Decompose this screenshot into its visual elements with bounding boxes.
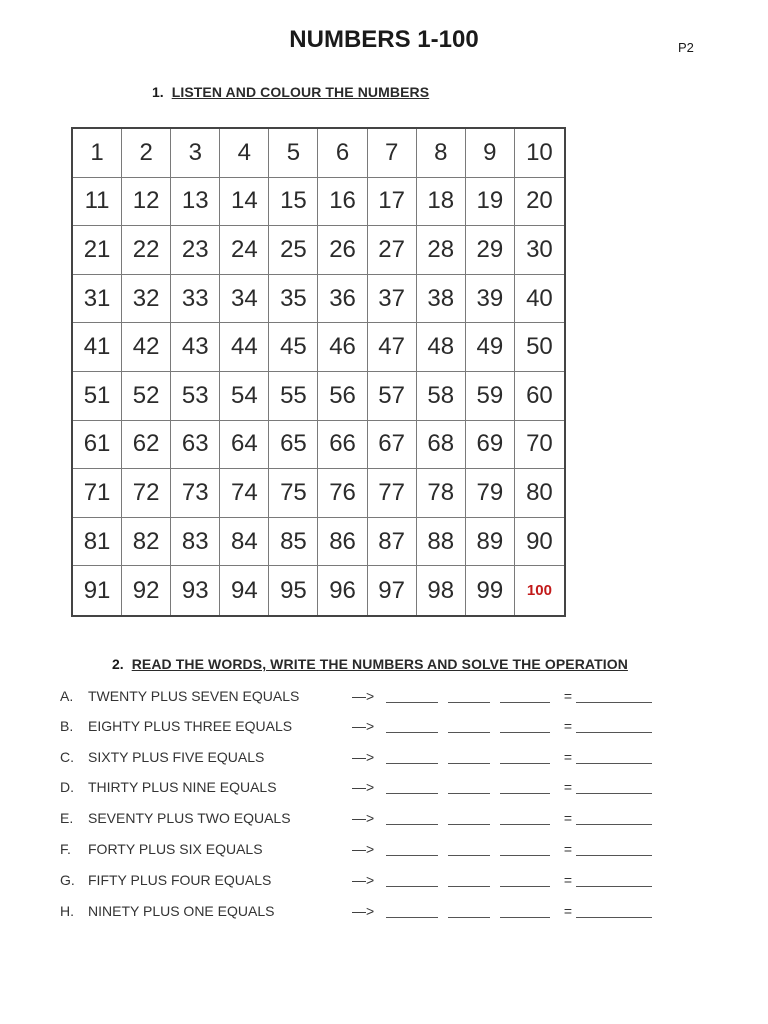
page-label: P2 — [678, 40, 694, 55]
answer-blank-first-number[interactable] — [386, 874, 438, 887]
number-cell[interactable]: 93 — [171, 566, 220, 615]
number-cell[interactable]: 21 — [73, 226, 122, 275]
answer-blank-result[interactable] — [576, 751, 652, 764]
number-cell[interactable]: 76 — [318, 469, 367, 518]
equals-sign: = — [563, 810, 573, 826]
number-cell[interactable]: 92 — [122, 566, 171, 615]
number-cell[interactable]: 45 — [269, 323, 318, 372]
number-cell[interactable]: 81 — [73, 518, 122, 567]
number-cell[interactable]: 65 — [269, 421, 318, 470]
section-1-heading: LISTEN AND COLOUR THE NUMBERS — [171, 84, 430, 100]
number-cell[interactable]: 44 — [220, 323, 269, 372]
answer-blank-result[interactable] — [576, 720, 652, 733]
exercise-text: FORTY PLUS SIX EQUALS — [88, 841, 263, 857]
number-cell[interactable]: 70 — [515, 421, 564, 470]
number-cell[interactable]: 54 — [220, 372, 269, 421]
number-cell[interactable]: 14 — [220, 178, 269, 227]
exercise-letter: H. — [60, 903, 74, 919]
exercise-row — [60, 807, 660, 829]
exercise-letter: G. — [60, 872, 75, 888]
number-cell[interactable]: 13 — [171, 178, 220, 227]
number-cell[interactable]: 24 — [220, 226, 269, 275]
equals-sign: = — [563, 872, 573, 888]
page-title: NUMBERS 1-100 — [289, 26, 479, 53]
number-cell[interactable]: 82 — [122, 518, 171, 567]
exercise-row — [60, 838, 660, 860]
section-1-header — [152, 84, 429, 100]
answer-blank-second-number[interactable] — [500, 905, 550, 918]
equals-sign: = — [563, 718, 573, 734]
number-cell[interactable]: 48 — [417, 323, 466, 372]
section-2-heading: READ THE WORDS, WRITE THE NUMBERS AND SOLVE THE OPERATION — [131, 656, 628, 672]
number-cell[interactable]: 9 — [466, 129, 515, 178]
number-cell[interactable]: 87 — [368, 518, 417, 567]
number-cell[interactable]: 17 — [368, 178, 417, 227]
number-cell[interactable]: 78 — [417, 469, 466, 518]
number-cell[interactable]: 18 — [417, 178, 466, 227]
exercise-text: THIRTY PLUS NINE EQUALS — [88, 779, 277, 795]
answer-blank-operator[interactable] — [448, 720, 490, 733]
arrow-icon: —> — [352, 688, 375, 704]
number-cell[interactable]: 47 — [368, 323, 417, 372]
number-cell[interactable]: 28 — [417, 226, 466, 275]
number-cell[interactable]: 42 — [122, 323, 171, 372]
answer-blank-operator[interactable] — [448, 874, 490, 887]
answer-blank-second-number[interactable] — [500, 781, 550, 794]
number-cell[interactable]: 71 — [73, 469, 122, 518]
exercise-row — [60, 776, 660, 798]
exercise-text: TWENTY PLUS SEVEN EQUALS — [88, 688, 300, 704]
number-cell[interactable]: 40 — [515, 275, 564, 324]
answer-blank-second-number[interactable] — [500, 843, 550, 856]
number-cell[interactable]: 39 — [466, 275, 515, 324]
number-cell[interactable]: 4 — [220, 129, 269, 178]
number-cell[interactable]: 29 — [466, 226, 515, 275]
number-cell[interactable]: 68 — [417, 421, 466, 470]
answer-blank-second-number[interactable] — [500, 720, 550, 733]
number-cell[interactable]: 56 — [318, 372, 367, 421]
equals-sign: = — [563, 749, 573, 765]
number-cell[interactable]: 97 — [368, 566, 417, 615]
number-cell[interactable]: 63 — [171, 421, 220, 470]
number-cell[interactable]: 83 — [171, 518, 220, 567]
number-cell[interactable]: 33 — [171, 275, 220, 324]
number-cell[interactable]: 41 — [73, 323, 122, 372]
answer-blank-second-number[interactable] — [500, 690, 550, 703]
number-cell[interactable]: 94 — [220, 566, 269, 615]
answer-blank-first-number[interactable] — [386, 751, 438, 764]
answer-blank-result[interactable] — [576, 874, 652, 887]
number-cell[interactable]: 8 — [417, 129, 466, 178]
number-cell[interactable]: 96 — [318, 566, 367, 615]
number-cell[interactable]: 36 — [318, 275, 367, 324]
answer-blank-result[interactable] — [576, 812, 652, 825]
exercise-text: NINETY PLUS ONE EQUALS — [88, 903, 275, 919]
answer-blank-result[interactable] — [576, 843, 652, 856]
equals-sign: = — [563, 688, 573, 704]
exercise-text: SEVENTY PLUS TWO EQUALS — [88, 810, 291, 826]
answer-blank-operator[interactable] — [448, 843, 490, 856]
number-cell[interactable]: 95 — [269, 566, 318, 615]
number-cell[interactable]: 49 — [466, 323, 515, 372]
number-cell[interactable]: 55 — [269, 372, 318, 421]
answer-blank-operator[interactable] — [448, 690, 490, 703]
number-cell[interactable]: 16 — [318, 178, 367, 227]
answer-blank-operator[interactable] — [448, 751, 490, 764]
answer-blank-operator[interactable] — [448, 905, 490, 918]
number-cell[interactable]: 75 — [269, 469, 318, 518]
equals-sign: = — [563, 779, 573, 795]
exercise-row — [60, 900, 660, 922]
number-cell[interactable]: 2 — [122, 129, 171, 178]
number-cell[interactable]: 58 — [417, 372, 466, 421]
exercise-text: FIFTY PLUS FOUR EQUALS — [88, 872, 272, 888]
number-cell[interactable]: 38 — [417, 275, 466, 324]
number-cell[interactable]: 84 — [220, 518, 269, 567]
answer-blank-second-number[interactable] — [500, 751, 550, 764]
number-cell[interactable]: 98 — [417, 566, 466, 615]
exercise-letter: D. — [60, 779, 74, 795]
number-cell[interactable]: 61 — [73, 421, 122, 470]
number-cell[interactable]: 79 — [466, 469, 515, 518]
number-cell[interactable]: 35 — [269, 275, 318, 324]
number-cell[interactable]: 5 — [269, 129, 318, 178]
number-cell[interactable]: 67 — [368, 421, 417, 470]
arrow-icon: —> — [352, 749, 375, 765]
exercise-row — [60, 869, 660, 891]
exercise-letter: E. — [60, 810, 74, 826]
number-cell[interactable]: 90 — [515, 518, 564, 567]
equals-sign: = — [563, 841, 573, 857]
number-cell[interactable]: 11 — [73, 178, 122, 227]
number-cell[interactable]: 32 — [122, 275, 171, 324]
number-cell[interactable]: 23 — [171, 226, 220, 275]
exercise-text: EIGHTY PLUS THREE EQUALS — [88, 718, 293, 734]
exercise-letter: A. — [60, 688, 74, 704]
number-cell[interactable]: 99 — [466, 566, 515, 615]
number-cell[interactable]: 80 — [515, 469, 564, 518]
number-cell[interactable]: 6 — [318, 129, 367, 178]
exercise-text: SIXTY PLUS FIVE EQUALS — [88, 749, 265, 765]
answer-blank-second-number[interactable] — [500, 812, 550, 825]
number-cell[interactable]: 73 — [171, 469, 220, 518]
section-2-header — [112, 656, 628, 672]
answer-blank-first-number[interactable] — [386, 720, 438, 733]
number-cell[interactable]: 59 — [466, 372, 515, 421]
number-cell[interactable]: 22 — [122, 226, 171, 275]
arrow-icon: —> — [352, 841, 375, 857]
section-1-number: 1. — [152, 84, 164, 100]
number-cell[interactable]: 74 — [220, 469, 269, 518]
number-cell[interactable]: 53 — [171, 372, 220, 421]
number-cell[interactable]: 91 — [73, 566, 122, 615]
number-cell[interactable]: 25 — [269, 226, 318, 275]
number-cell[interactable]: 69 — [466, 421, 515, 470]
number-cell[interactable]: 20 — [515, 178, 564, 227]
arrow-icon: —> — [352, 872, 375, 888]
number-cell[interactable]: 77 — [368, 469, 417, 518]
number-cell[interactable]: 86 — [318, 518, 367, 567]
arrow-icon: —> — [352, 903, 375, 919]
number-cell[interactable]: 12 — [122, 178, 171, 227]
answer-blank-result[interactable] — [576, 905, 652, 918]
exercise-row — [60, 685, 660, 707]
number-cell[interactable]: 1 — [73, 129, 122, 178]
answer-blank-first-number[interactable] — [386, 690, 438, 703]
section-2-number: 2. — [112, 656, 124, 672]
answer-blank-result[interactable] — [576, 690, 652, 703]
hundred-chart-grid — [73, 129, 564, 615]
number-cell[interactable]: 100 — [526, 582, 552, 600]
number-cell[interactable]: 43 — [171, 323, 220, 372]
number-cell[interactable]: 51 — [73, 372, 122, 421]
number-cell[interactable]: 85 — [269, 518, 318, 567]
arrow-icon: —> — [352, 779, 375, 795]
exercise-row — [60, 746, 660, 768]
answer-blank-operator[interactable] — [448, 812, 490, 825]
hundred-chart — [71, 127, 566, 617]
answer-blank-first-number[interactable] — [386, 812, 438, 825]
number-cell[interactable]: 60 — [515, 372, 564, 421]
number-cell[interactable]: 7 — [368, 129, 417, 178]
answer-blank-first-number[interactable] — [386, 843, 438, 856]
number-cell[interactable]: 57 — [368, 372, 417, 421]
number-cell[interactable]: 37 — [368, 275, 417, 324]
answer-blank-result[interactable] — [576, 781, 652, 794]
number-cell[interactable]: 31 — [73, 275, 122, 324]
equals-sign: = — [563, 903, 573, 919]
exercise-letter: C. — [60, 749, 74, 765]
arrow-icon: —> — [352, 810, 375, 826]
arrow-icon: —> — [352, 718, 375, 734]
exercise-letter: F. — [60, 841, 71, 857]
number-cell[interactable]: 64 — [220, 421, 269, 470]
exercise-letter: B. — [60, 718, 74, 734]
number-cell[interactable]: 26 — [318, 226, 367, 275]
number-cell[interactable]: 66 — [318, 421, 367, 470]
answer-blank-second-number[interactable] — [500, 874, 550, 887]
number-cell[interactable]: 30 — [515, 226, 564, 275]
answer-blank-first-number[interactable] — [386, 781, 438, 794]
answer-blank-first-number[interactable] — [386, 905, 438, 918]
number-cell[interactable]: 88 — [417, 518, 466, 567]
number-cell[interactable]: 50 — [515, 323, 564, 372]
number-cell[interactable]: 62 — [122, 421, 171, 470]
number-cell[interactable]: 3 — [171, 129, 220, 178]
number-cell[interactable]: 27 — [368, 226, 417, 275]
number-cell[interactable]: 52 — [122, 372, 171, 421]
number-cell[interactable]: 19 — [466, 178, 515, 227]
exercise-row — [60, 715, 660, 737]
number-cell[interactable]: 34 — [220, 275, 269, 324]
answer-blank-operator[interactable] — [448, 781, 490, 794]
number-cell[interactable]: 72 — [122, 469, 171, 518]
number-cell[interactable]: 10 — [515, 129, 564, 178]
number-cell[interactable]: 15 — [269, 178, 318, 227]
number-cell[interactable]: 46 — [318, 323, 367, 372]
number-cell[interactable]: 89 — [466, 518, 515, 567]
